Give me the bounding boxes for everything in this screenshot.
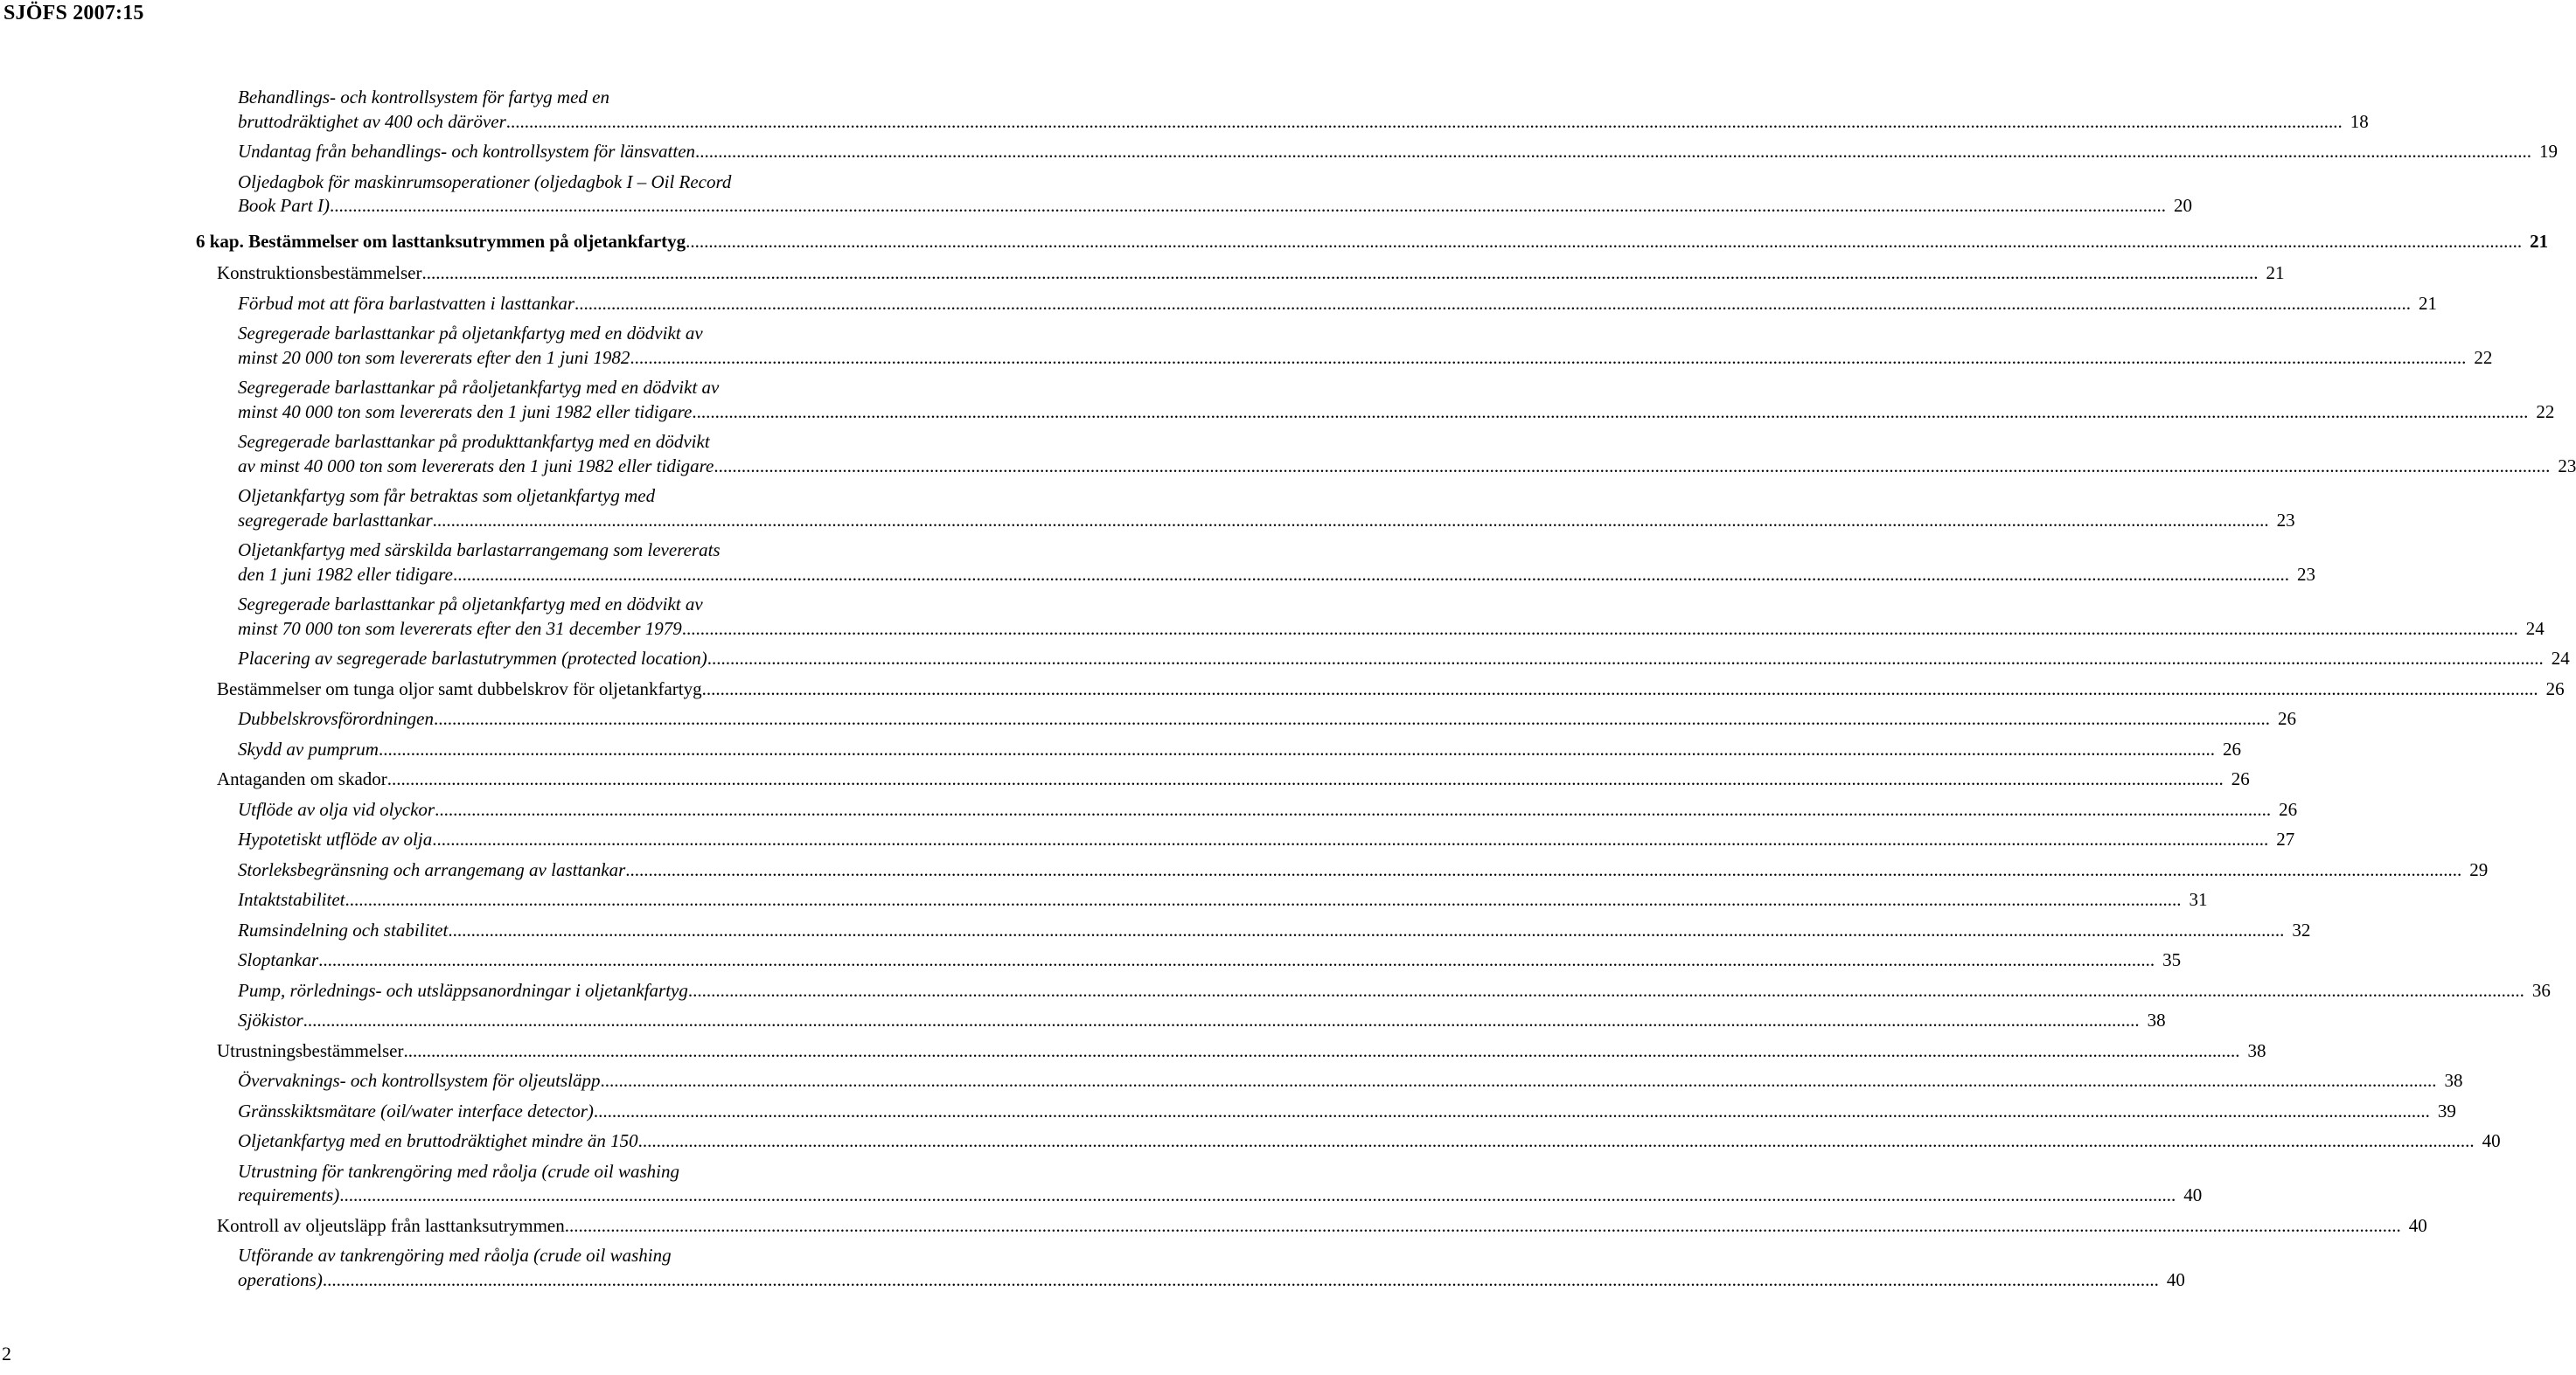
toc-page-number: 39 <box>2437 1100 2456 1122</box>
toc-page-number: 20 <box>2173 195 2192 216</box>
toc-entry-title: segregerade barlasttankar <box>238 509 433 531</box>
toc-entry-leader-line <box>238 400 2555 425</box>
toc-page-number: 23 <box>2558 455 2576 476</box>
toc-entry-title-line: Utförande av tankrengöring med råolja (crude oil washing <box>238 1245 672 1266</box>
toc-entry[interactable] <box>238 430 2576 478</box>
toc-page-number: 29 <box>2469 858 2489 880</box>
toc-page-number: 36 <box>2531 979 2551 1001</box>
toc-entry-leader-line <box>238 455 2576 479</box>
dot-leader: ................................................................................................................................................................................................................................................................................................................................................................................................................ <box>435 798 2272 820</box>
toc-page-number: 38 <box>2247 1039 2266 1061</box>
toc-entry[interactable] <box>238 1100 2456 1124</box>
toc-entry[interactable] <box>238 140 2559 164</box>
toc-entry-leader-line <box>238 707 2296 732</box>
toc-entry-leader-line <box>217 261 2285 286</box>
toc-entry[interactable] <box>238 647 2570 671</box>
toc-page-number: 40 <box>2408 1214 2427 1236</box>
toc-entry[interactable] <box>238 1009 2166 1033</box>
toc-page-number: 23 <box>2296 563 2315 585</box>
toc-page-number: 21 <box>2530 230 2549 252</box>
toc-entry-title-line: Oljetankfartyg som får betraktas som oljetankfartyg med <box>238 485 656 506</box>
toc-entry[interactable] <box>238 707 2296 732</box>
toc-entry[interactable] <box>238 376 2555 424</box>
toc-entry-leader-line <box>196 230 2549 254</box>
toc-entry-leader-line <box>238 1100 2456 1124</box>
toc-page-number: 22 <box>2474 346 2493 368</box>
toc-entry[interactable] <box>238 798 2298 823</box>
toc-entry-leader-line <box>238 563 2315 587</box>
toc-entry[interactable] <box>238 322 2493 370</box>
toc-entry-title: Kontroll av oljeutsläpp från lasttanksutrymmen <box>217 1214 565 1236</box>
toc-entry-leader-line <box>238 858 2489 883</box>
toc-entry-title: Konstruktionsbestämmelser <box>217 262 422 283</box>
toc-entry-leader-line <box>238 1184 2203 1208</box>
toc-entry-leader-line <box>217 1039 2266 1064</box>
toc-entry-leader-line <box>238 1129 2501 1154</box>
toc-entry-title: minst 70 000 ton som levererats efter den 31 december 1979 <box>238 617 682 639</box>
dot-leader: ................................................................................................................................................................................................................................................................................................................................................................................................................ <box>630 346 2467 368</box>
toc-page-number: 24 <box>2551 648 2570 669</box>
toc-entry-title: bruttodräktighet av 400 och däröver <box>238 110 506 132</box>
dot-leader: ................................................................................................................................................................................................................................................................................................................................................................................................................ <box>593 1100 2430 1122</box>
toc-entry[interactable] <box>217 767 2250 792</box>
toc-page-number: 26 <box>2277 708 2296 729</box>
dot-leader: ................................................................................................................................................................................................................................................................................................................................................................................................................ <box>701 677 2538 699</box>
dot-leader: ................................................................................................................................................................................................................................................................................................................................................................................................................ <box>303 1010 2140 1031</box>
toc-entry-leader-line <box>238 1009 2166 1033</box>
dot-leader: ................................................................................................................................................................................................................................................................................................................................................................................................................ <box>432 829 2269 850</box>
toc-entry-title: operations) <box>238 1268 323 1290</box>
toc-entry-title: 6 kap. Bestämmelser om lasttanksutrymmen på oljetankfartyg <box>196 230 686 252</box>
toc-page-number: 35 <box>2162 949 2182 970</box>
toc-page-number: 18 <box>2350 110 2369 132</box>
dot-leader: ................................................................................................................................................................................................................................................................................................................................................................................................................ <box>433 708 2270 729</box>
toc-entry-title: Book Part I) <box>238 195 330 216</box>
toc-entry-title: Utflöde av olja vid olyckor <box>238 798 435 820</box>
dot-leader: ................................................................................................................................................................................................................................................................................................................................................................................................................ <box>574 292 2412 314</box>
dot-leader: ................................................................................................................................................................................................................................................................................................................................................................................................................ <box>681 617 2518 639</box>
dot-leader: ................................................................................................................................................................................................................................................................................................................................................................................................................ <box>318 949 2155 970</box>
toc-entry-leader-line <box>238 292 2438 316</box>
dot-leader: ................................................................................................................................................................................................................................................................................................................................................................................................................ <box>625 858 2462 880</box>
toc-entry[interactable] <box>238 538 2315 587</box>
toc-entry-leader-line <box>238 346 2493 371</box>
toc-entry-title: Hypotetiskt utflöde av olja <box>238 829 433 850</box>
toc-entry-title: Bestämmelser om tunga oljor samt dubbelskrov för oljetankfartyg <box>217 677 702 699</box>
dot-leader: ................................................................................................................................................................................................................................................................................................................................................................................................................ <box>686 230 2523 252</box>
toc-entry-title-line: Segregerade barlasttankar på råoljetankfartyg med en dödvikt av <box>238 377 720 398</box>
toc-entry[interactable] <box>238 858 2489 883</box>
toc-page-number: 21 <box>2419 292 2438 314</box>
dot-leader: ................................................................................................................................................................................................................................................................................................................................................................................................................ <box>421 262 2259 283</box>
toc-entry-leader-line <box>217 767 2250 792</box>
toc-entry-title: Dubbelskrovsförordningen <box>238 708 434 729</box>
toc-entry[interactable] <box>238 1244 2185 1292</box>
toc-entry-leader-line <box>238 110 2369 135</box>
toc-entry-title: Antaganden om skador <box>217 768 387 789</box>
toc-entry-leader-line <box>217 677 2565 702</box>
toc-page-number: 40 <box>2166 1268 2185 1290</box>
toc-page-number: 32 <box>2292 919 2311 941</box>
dot-leader: ................................................................................................................................................................................................................................................................................................................................................................................................................ <box>403 1039 2240 1061</box>
toc-entry-title: Utrustningsbestämmelser <box>217 1039 404 1061</box>
dot-leader: ................................................................................................................................................................................................................................................................................................................................................................................................................ <box>637 1130 2475 1151</box>
toc-page-number: 26 <box>2545 677 2565 699</box>
dot-leader: ................................................................................................................................................................................................................................................................................................................................................................................................................ <box>452 563 2289 585</box>
toc-entry-title: Gränsskiktsmätare (oil/water interface detector) <box>238 1100 594 1122</box>
toc-entry-leader-line <box>238 617 2545 642</box>
toc-entry-title-line: Oljetankfartyg med särskilda barlastarrangemang som levererats <box>238 539 721 560</box>
toc-entry-leader-line <box>238 798 2298 823</box>
toc-entry-title: Pump, rörlednings- och utsläppsanordningar i oljetankfartyg <box>238 979 688 1001</box>
dot-leader: ................................................................................................................................................................................................................................................................................................................................................................................................................ <box>600 1070 2437 1091</box>
toc-entry-title: Skydd av pumprum <box>238 738 379 760</box>
toc-entry[interactable] <box>217 1039 2266 1064</box>
toc-page-number: 38 <box>2444 1070 2463 1091</box>
table-of-contents <box>0 86 2576 1298</box>
toc-page-number: 26 <box>2222 738 2241 760</box>
dot-leader: ................................................................................................................................................................................................................................................................................................................................................................................................................ <box>714 455 2551 476</box>
toc-entry-leader-line <box>238 979 2551 1003</box>
dot-leader: ................................................................................................................................................................................................................................................................................................................................................................................................................ <box>378 738 2215 760</box>
toc-entry-title: Intaktstabilitet <box>238 889 345 910</box>
toc-entry-title: requirements) <box>238 1184 340 1205</box>
toc-entry-leader-line <box>238 1069 2463 1094</box>
toc-entry[interactable] <box>238 738 2241 762</box>
toc-entry[interactable] <box>238 1069 2463 1094</box>
toc-entry-title: av minst 40 000 ton som levererats den 1 juni 1982 eller tidigare <box>238 455 714 476</box>
toc-entry[interactable] <box>238 86 2369 134</box>
toc-entry[interactable] <box>196 230 2549 254</box>
dot-leader: ................................................................................................................................................................................................................................................................................................................................................................................................................ <box>432 509 2269 531</box>
toc-entry-title: Placering av segregerade barlastutrymmen (protected location) <box>238 648 707 669</box>
running-header: SJÖFS 2007:15 <box>3 2 144 24</box>
toc-entry-title: Rumsindelning och stabilitet <box>238 919 449 941</box>
toc-entry[interactable] <box>238 888 2208 913</box>
toc-entry-leader-line <box>238 140 2559 164</box>
toc-entry-title: minst 20 000 ton som levererats efter den 1 juni 1982 <box>238 346 630 368</box>
dot-leader: ................................................................................................................................................................................................................................................................................................................................................................................................................ <box>322 1268 2159 1290</box>
dot-leader: ................................................................................................................................................................................................................................................................................................................................................................................................................ <box>329 195 2166 216</box>
toc-entry-title-line: Segregerade barlasttankar på produkttankfartyg med en dödvikt <box>238 431 710 452</box>
toc-entry-leader-line <box>238 647 2570 671</box>
toc-entry[interactable] <box>238 1129 2501 1154</box>
toc-entry-title-line: Segregerade barlasttankar på oljetankfartyg med en dödvikt av <box>238 323 703 344</box>
toc-entry-title-line: Behandlings- och kontrollsystem för fartyg med en <box>238 87 609 108</box>
dot-leader: ................................................................................................................................................................................................................................................................................................................................................................................................................ <box>448 919 2285 941</box>
toc-page-number: 26 <box>2279 798 2298 820</box>
toc-page-number: 40 <box>2183 1184 2203 1205</box>
toc-entry-leader-line <box>238 919 2311 943</box>
toc-entry-leader-line <box>238 194 2192 219</box>
toc-entry-title: Oljetankfartyg med en bruttodräktighet mindre än 150 <box>238 1130 638 1151</box>
dot-leader: ................................................................................................................................................................................................................................................................................................................................................................................................................ <box>345 889 2182 910</box>
toc-entry[interactable] <box>238 593 2545 641</box>
toc-page-number: 23 <box>2276 509 2295 531</box>
toc-entry-title: den 1 juni 1982 eller tidigare <box>238 563 453 585</box>
toc-entry-title: minst 40 000 ton som levererats den 1 juni 1982 eller tidigare <box>238 400 693 422</box>
dot-leader: ................................................................................................................................................................................................................................................................................................................................................................................................................ <box>687 979 2524 1001</box>
toc-entry-title: Undantag från behandlings- och kontrollsystem för länsvatten <box>238 141 696 162</box>
toc-entry-leader-line <box>238 738 2241 762</box>
toc-page-number: 21 <box>2266 262 2285 283</box>
toc-entry[interactable] <box>238 170 2192 219</box>
toc-page-number: 27 <box>2276 829 2295 850</box>
toc-entry[interactable] <box>238 919 2311 943</box>
dot-leader: ................................................................................................................................................................................................................................................................................................................................................................................................................ <box>707 648 2544 669</box>
toc-page-number: 38 <box>2147 1010 2166 1031</box>
toc-entry[interactable] <box>238 828 2295 852</box>
toc-entry[interactable] <box>217 261 2285 286</box>
dot-leader: ................................................................................................................................................................................................................................................................................................................................................................................................................ <box>692 400 2529 422</box>
toc-entry-title: Sjökistor <box>238 1010 303 1031</box>
toc-entry[interactable] <box>238 484 2295 532</box>
toc-entry-leader-line <box>238 828 2295 852</box>
toc-entry[interactable] <box>217 1214 2427 1239</box>
toc-page-number: 40 <box>2482 1130 2501 1151</box>
toc-entry-title-line: Oljedagbok för maskinrumsoperationer (oljedagbok I – Oil Record <box>238 170 732 192</box>
dot-leader: ................................................................................................................................................................................................................................................................................................................................................................................................................ <box>386 768 2224 789</box>
toc-entry-title-line: Utrustning för tankrengöring med råolja (crude oil washing <box>238 1160 679 1182</box>
toc-entry-title: Övervaknings- och kontrollsystem för oljeutsläpp <box>238 1070 601 1091</box>
toc-entry[interactable] <box>238 979 2551 1003</box>
toc-entry-leader-line <box>238 1268 2185 1293</box>
toc-page-number: 26 <box>2231 768 2250 789</box>
toc-entry-title-line: Segregerade barlasttankar på oljetankfartyg med en dödvikt av <box>238 594 703 615</box>
toc-entry-leader-line <box>217 1214 2427 1239</box>
toc-entry-title: Sloptankar <box>238 949 319 970</box>
toc-entry-leader-line <box>238 888 2208 913</box>
toc-page-number: 22 <box>2536 400 2555 422</box>
toc-page-number: 19 <box>2539 141 2559 162</box>
toc-entry[interactable] <box>238 948 2182 973</box>
toc-entry-leader-line <box>238 948 2182 973</box>
page-number: 2 <box>2 1343 11 1365</box>
toc-entry-title: Förbud mot att föra barlastvatten i lasttankar <box>238 292 575 314</box>
toc-entry-leader-line <box>238 509 2295 533</box>
toc-entry[interactable] <box>238 1160 2203 1208</box>
toc-entry-title: Storleksbegränsning och arrangemang av lasttankar <box>238 858 626 880</box>
toc-page-number: 31 <box>2189 889 2208 910</box>
toc-entry[interactable] <box>217 677 2565 702</box>
toc-page-number: 24 <box>2525 617 2545 639</box>
dot-leader: ................................................................................................................................................................................................................................................................................................................................................................................................................ <box>505 110 2343 132</box>
dot-leader: ................................................................................................................................................................................................................................................................................................................................................................................................................ <box>695 141 2532 162</box>
toc-entry[interactable] <box>238 292 2438 316</box>
dot-leader: ................................................................................................................................................................................................................................................................................................................................................................................................................ <box>564 1214 2401 1236</box>
dot-leader: ................................................................................................................................................................................................................................................................................................................................................................................................................ <box>339 1184 2176 1205</box>
